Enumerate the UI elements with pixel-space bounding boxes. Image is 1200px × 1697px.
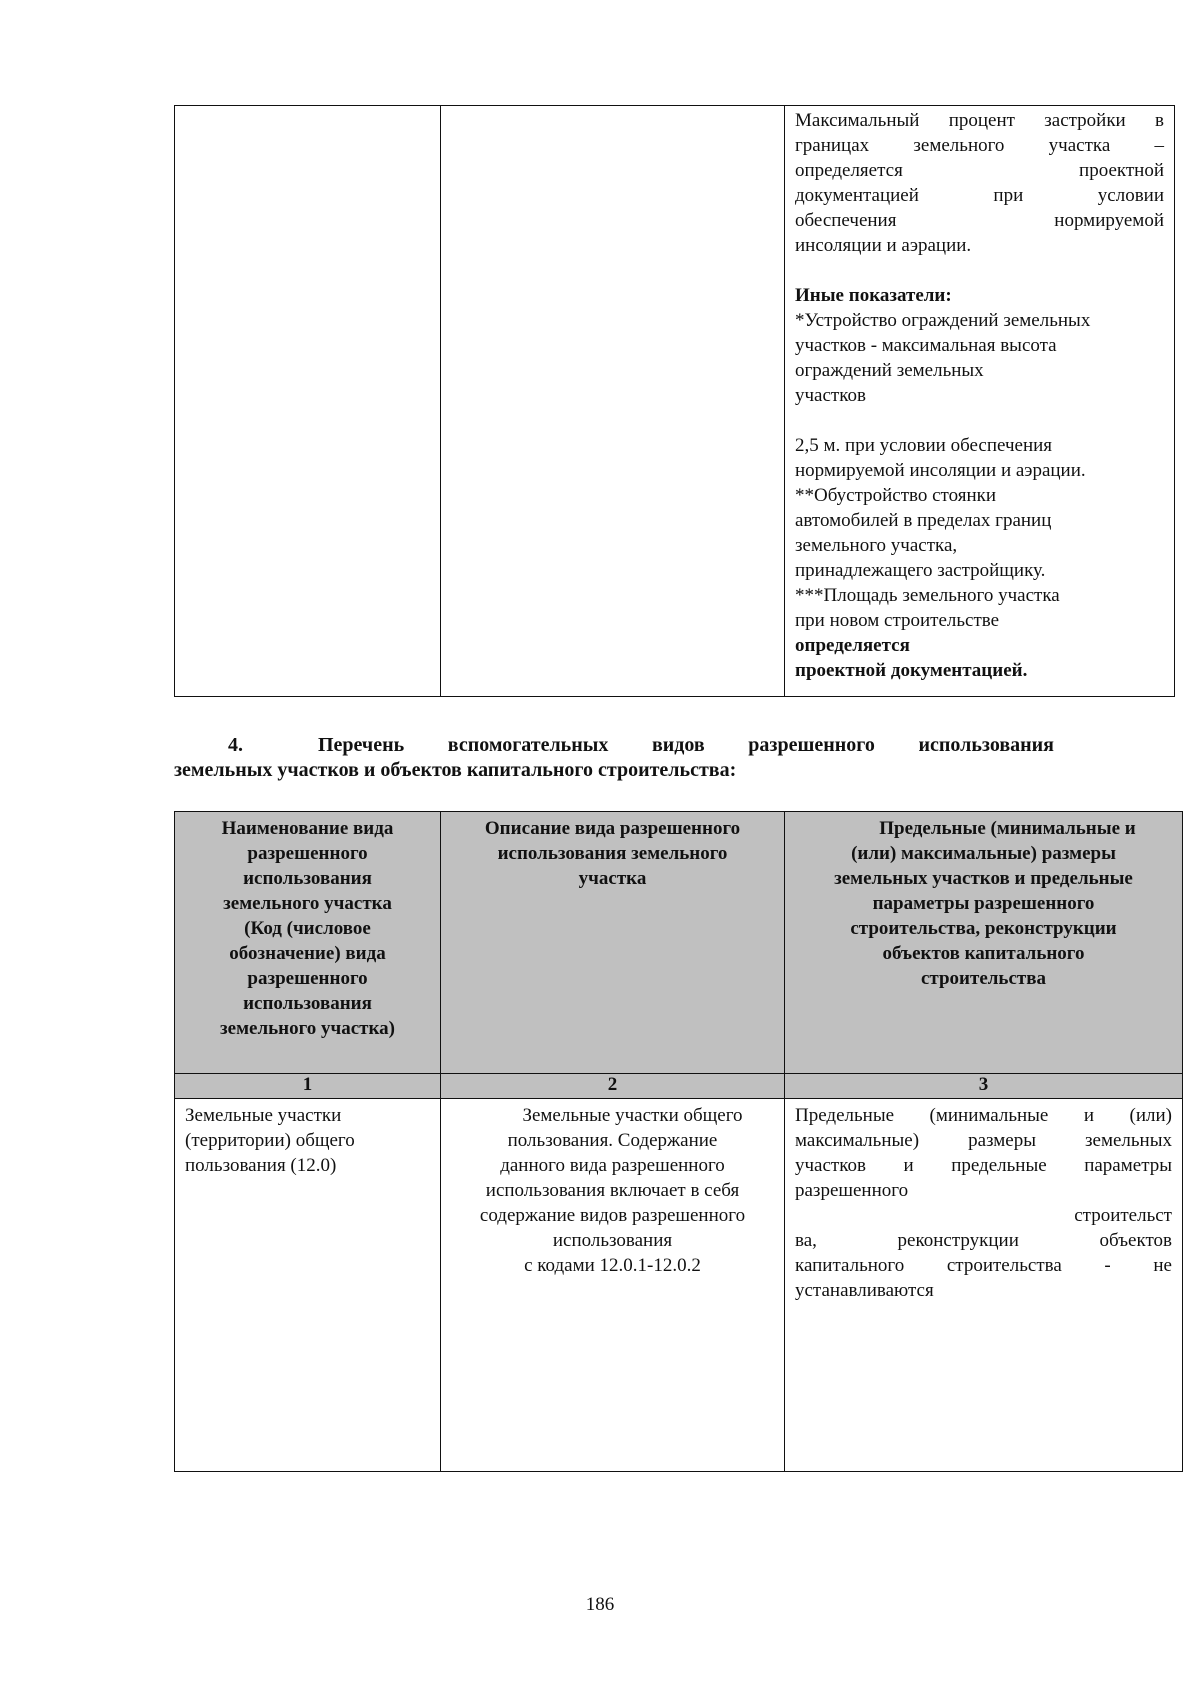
table1-cell-parameters [785, 106, 1175, 697]
table1-cell-empty-2 [441, 106, 785, 697]
column-number: 1 [175, 1074, 441, 1099]
header-line: разрешенного [247, 843, 368, 864]
header-line: участка [578, 868, 647, 889]
text-line: 2,5 м. при условии обеспечения [795, 435, 1053, 456]
text-line: обеспечения нормируемой [795, 210, 1164, 231]
header-line: земельного участка) [220, 1018, 395, 1039]
text-line: участков [795, 385, 866, 406]
header-line: использования [243, 868, 372, 889]
text-line: разрешенного [795, 1180, 909, 1201]
header-line: параметры разрешенного [872, 893, 1095, 914]
column-number: 3 [785, 1074, 1183, 1099]
text-line: при новом строительстве [795, 610, 1000, 631]
text-line: устанавливаются [795, 1280, 934, 1301]
text-line: документацией при условии [795, 185, 1164, 206]
header-cell-parameters [785, 812, 1183, 1074]
header-line: использования [243, 993, 372, 1014]
text-line: **Обустройство стоянки [795, 485, 997, 506]
header-cell-description [441, 812, 785, 1074]
text-line: принадлежащего застройщику. [795, 560, 1046, 581]
text-line: Земельные участки общего [522, 1105, 743, 1126]
text-line: Предельные (минимальные и (или) [795, 1105, 1172, 1126]
text-line: земельного участка, [795, 535, 958, 556]
text-line: определяется проектной [795, 160, 1164, 181]
text-line: строительст [1074, 1205, 1172, 1226]
table1-cell-empty-1 [175, 106, 441, 697]
text-line: инсоляции и аэрации. [795, 235, 972, 256]
column-number: 2 [441, 1074, 785, 1099]
header-line: обозначение) вида [229, 943, 386, 964]
section-number: 4. [228, 734, 243, 756]
text-line: пользования (12.0) [185, 1155, 337, 1176]
header-line: разрешенного [247, 968, 368, 989]
text-line: капитального строительства - не [795, 1255, 1172, 1276]
text-line: (территории) общего [185, 1130, 355, 1151]
text-line: данного вида разрешенного [500, 1155, 725, 1176]
other-indicators-title: Иные показатели: [795, 285, 952, 306]
header-line: Предельные (минимальные и [879, 818, 1136, 839]
header-line: объектов капитального [882, 943, 1085, 964]
text-line: с кодами 12.0.1-12.0.2 [524, 1255, 701, 1276]
text-line: использования включает в себя [485, 1180, 740, 1201]
row-cell-parameters [785, 1099, 1183, 1472]
header-line: земельных участков и предельные [834, 868, 1133, 889]
header-line: (или) максимальные) размеры [851, 843, 1116, 864]
text-line: пользования. Содержание [507, 1130, 718, 1151]
page-number: 186 [585, 1594, 615, 1615]
row-cell-description [441, 1099, 785, 1472]
header-line: использования земельного [497, 843, 728, 864]
text-line: Максимальный процент застройки в [795, 110, 1164, 131]
text-line: ограждений земельных [795, 360, 984, 381]
text-line: автомобилей в пределах границ [795, 510, 1052, 531]
section-title-line-2: земельных участков и объектов капитального строительства: [174, 759, 737, 781]
section-heading [174, 733, 1054, 783]
row-cell-use-name [175, 1099, 441, 1472]
header-line: строительства [920, 968, 1046, 989]
header-line: Наименование вида [221, 818, 394, 839]
header-line: земельного участка [223, 893, 392, 914]
text-line: нормируемой инсоляции и аэрации. [795, 460, 1086, 481]
text-line: содержание видов разрешенного [479, 1205, 746, 1226]
text-line: определяется [795, 635, 910, 656]
text-line: Земельные участки [185, 1105, 342, 1126]
header-line: Описание вида разрешенного [484, 818, 741, 839]
header-line: (Код (числовое [244, 918, 371, 939]
text-line: участков - максимальная высота [795, 335, 1057, 356]
text-line: проектной документацией. [795, 660, 1028, 681]
header-cell-name [175, 812, 441, 1074]
text-line: максимальные) размеры земельных [795, 1130, 1172, 1151]
header-line: строительства, реконструкции [850, 918, 1117, 939]
text-line: участков и предельные параметры [795, 1155, 1172, 1176]
text-line: использования [552, 1230, 673, 1251]
text-line: ва, реконструкции объектов [795, 1230, 1172, 1251]
auxiliary-uses-table [174, 811, 1183, 1472]
section-title-line-1: Перечень вспомогательных видов разрешенного использования [318, 734, 1054, 756]
text-line: границах земельного участка – [795, 135, 1164, 156]
table-continuation [174, 105, 1175, 697]
text-line: *Устройство ограждений земельных [795, 310, 1091, 331]
text-line: ***Площадь земельного участка [795, 585, 1060, 606]
